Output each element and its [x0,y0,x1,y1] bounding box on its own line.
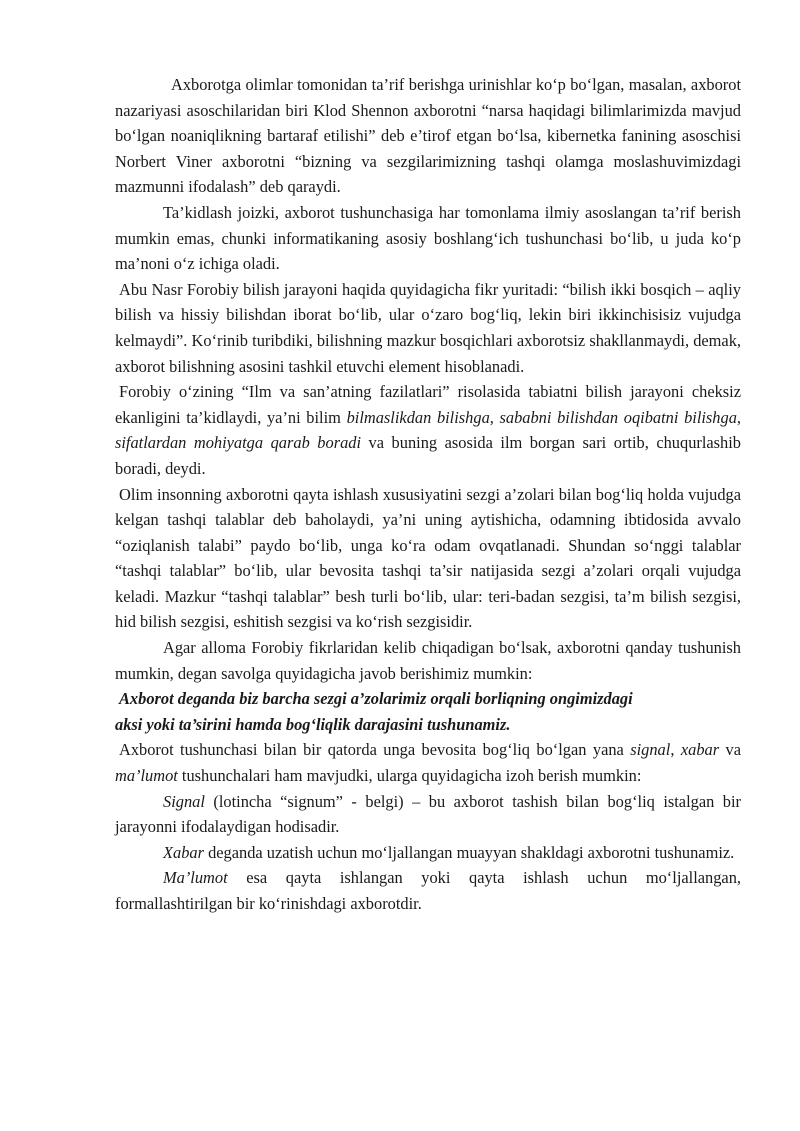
definition-line-2: aksi yoki ta’sirini hamda bog‘liqlik darajasini tushunamiz. [115,714,511,734]
text-span: , [670,740,681,760]
text-span: , [736,407,741,427]
term-xabar: Xabar [163,842,204,862]
italic-span: ma’lumot [115,766,178,786]
text-span: va buning asosida ilm borgan sari ortib, chuqurlashib boradi, deydi. [115,433,741,478]
paragraph-xabar [115,840,741,866]
term-signal: Signal [163,791,205,811]
definition-line-1: Axborot deganda biz barcha sezgi a’zolarimiz orqali borliqning ongimizdagi [119,689,633,709]
text-span: va [719,740,741,760]
text-span: Axborot tushunchasi bilan bir qatorda unga bevosita bog‘liq bo‘lgan yana [119,740,631,760]
italic-span: xabar [680,740,720,760]
document-page [115,72,741,917]
text-span: deganda uzatish uchun mo‘ljallangan muayyan shakldagi axborotni tushunamiz. [203,842,735,862]
term-malumot: Ma’lumot [163,868,228,888]
italic-span: sifatlardan mohiyatga qarab boradi [115,433,362,453]
text-span: tushunchalari ham mavjudki, ularga quyidagicha izoh berish mumkin: [177,766,642,786]
paragraph-farabi-treatise [115,379,741,481]
paragraph-related-terms [115,737,741,788]
text-span: (lotincha “signum” - belgi) – bu axborot tashish bilan bog‘liq istalgan bir jarayonni ifodalaydigan hodisadir. [115,791,741,837]
paragraph-farabi-cognition: Abu Nasr Forobiy bilish jarayoni haqida quyidagicha fikr yuritadi: “bilish ikki bosqich – aqliy bilish va hissiy bilishdan iborat bo‘lib, ular o‘zaro bog‘liq, lekin biri ikkinchisisiz vujudga kelmaydi”. Ko‘rinib turibdiki, bilishning mazkur bosqichlari axborotsiz shakllanmaydi, demak, axborot bilishning asosini tashkil etuvchi element hisoblanadi. [115,279,741,376]
paragraph-question: Agar alloma Forobiy fikrlaridan kelib chiqadigan bo‘lsak, axborotni qanday tushunish mumkin, degan savolga quyidagicha javob berishimiz mumkin: [115,638,741,683]
text-span: esa qayta ishlangan yoki qayta ishlash uchun mo‘ljallangan, formallashtirilgan bir ko‘rinishdagi axborotdir. [115,868,741,913]
italic-span: signal [630,740,671,760]
paragraph-definition-bold [115,686,741,737]
paragraph-note: Ta’kidlash joizki, axborot tushunchasiga har tomonlama ilmiy asoslangan ta’rif berish mumkin emas, chunki informatikaning asosiy boshlang‘ich tushunchasi bo‘lib, u juda ko‘p ma’noni o‘z ichiga oladi. [115,202,741,274]
italic-span: bilmaslikdan bilishga, sababni bilishdan oqibatni bilishga [346,407,737,427]
paragraph-definitions-intro: Axborotga olimlar tomonidan ta’rif berishga urinishlar ko‘p bo‘lgan, masalan, axborot nazariyasi asoschilaridan biri Klod Shennon axborotni “narsa haqidagi bilimlarimizda mavjud bo‘lgan noaniqlikning bartaraf etilishi” deb e’tirof etgan bo‘lsa, kibernetka fanining asoschisi Norbert Viner axborotni “bizning va sezgilarimizning tashqi olamga moslashuvimizdagi mazmunni ifodalash” deb qaraydi. [115,75,741,197]
paragraph-external-needs: Olim insonning axborotni qayta ishlash xususiyatini sezgi a’zolari bilan bog‘liq holda vujudga kelgan tashqi talablar deb baholaydi, ya’ni uning aytishicha, odamning ibtidosida avvalo “oziqlanish talabi” paydo bo‘lib, unga ko‘ra odam ovqatlanadi. Shundan so‘nggi talablar “tashqi talablar” bo‘lib, ular bevosita tashqi ta’sir natijasida sezgi a’zolari orqali vujudga keladi. Mazkur “tashqi talablar” besh turli bo‘lib, ular: teri-badan sezgisi, ta’m bilish sezgisi, hid bilish sezgisi, eshitish sezgisi va ko‘rish sezgisidir. [115,484,741,632]
paragraph-malumot [115,865,741,916]
paragraph-signal [115,789,741,840]
text-span: Forobiy o‘zining “Ilm va san’atning fazilatlari” risolasida tabiatni bilish jarayoni cheksiz ekanligini ta’kidlaydi, ya’ni bilim [115,382,741,427]
